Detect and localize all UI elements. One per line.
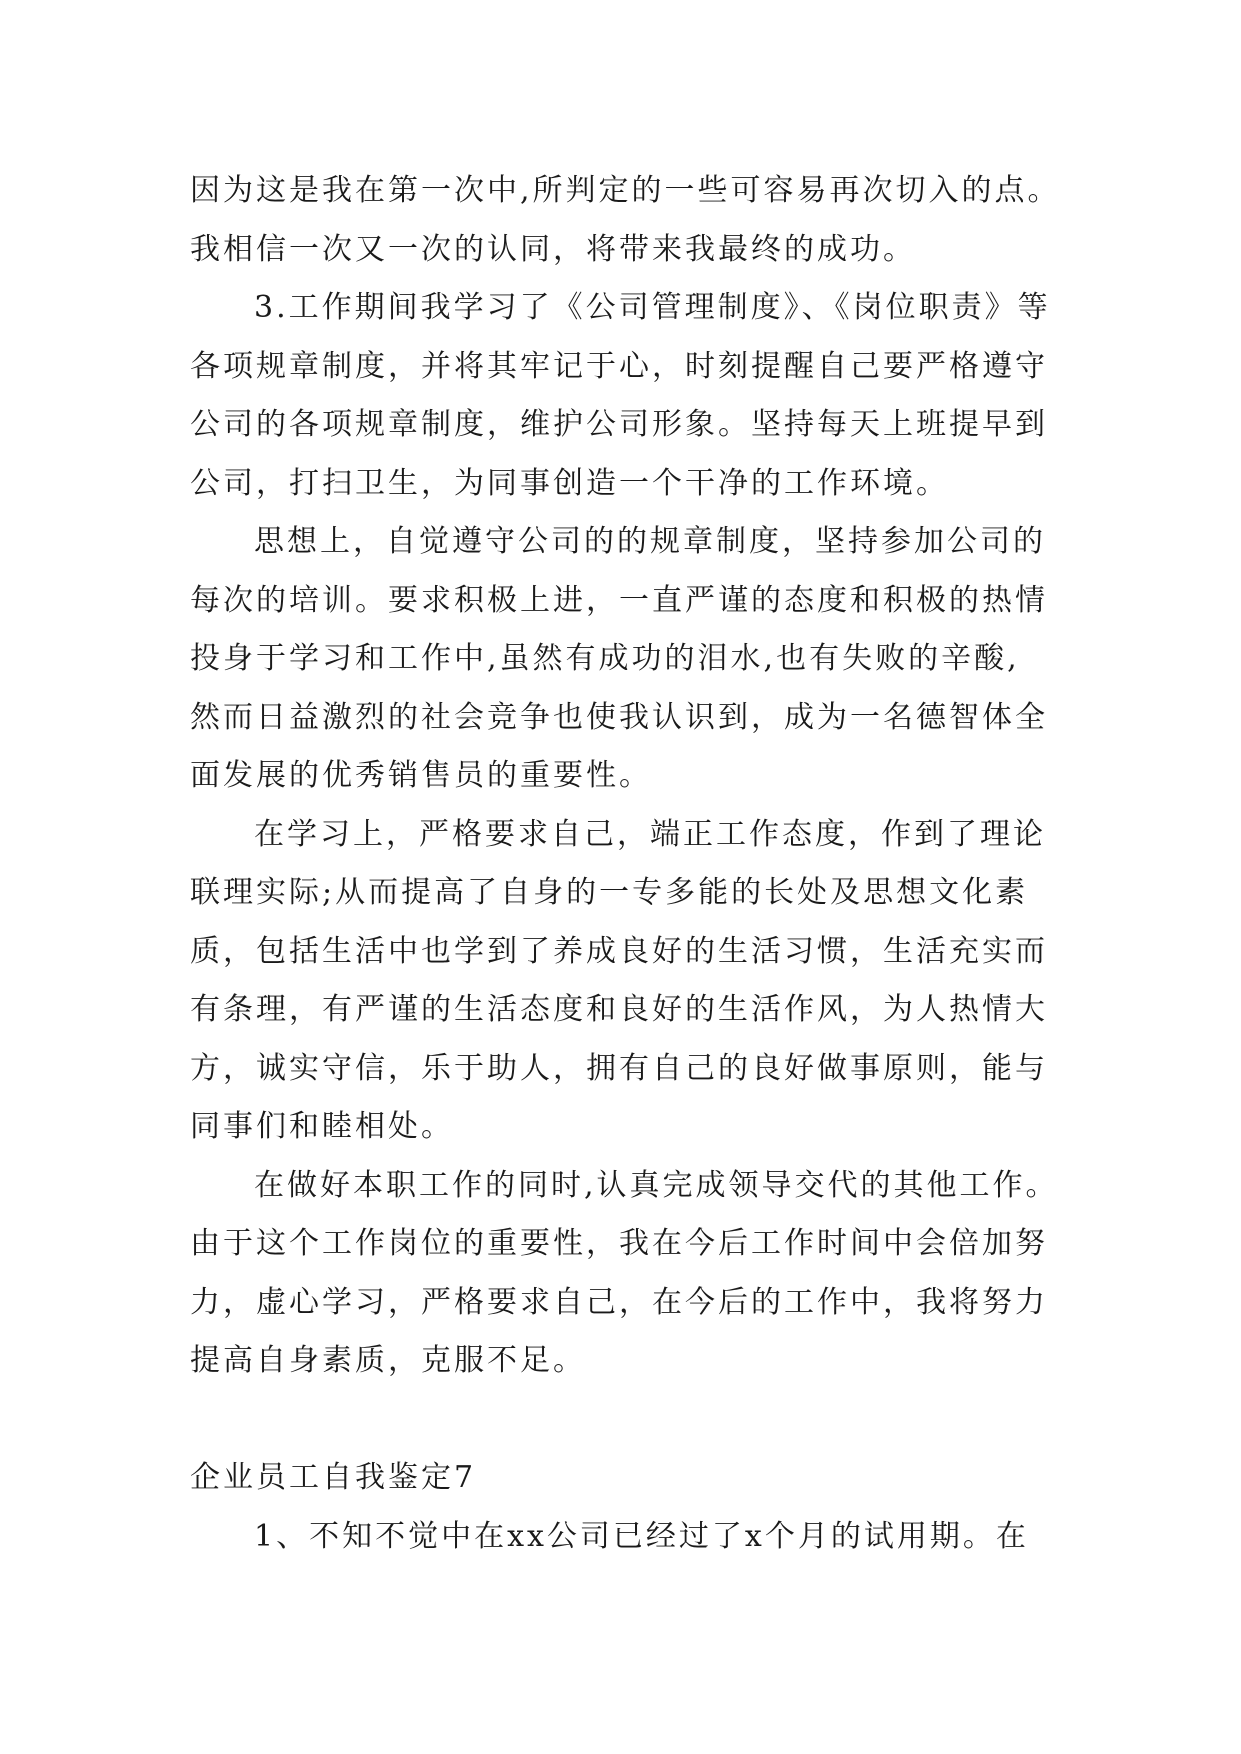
paragraph-line: 每次的培训。要求积极上进，一直严谨的态度和积极的热情 xyxy=(190,582,1048,618)
paragraph-line: 面发展的优秀销售员的重要性。 xyxy=(190,758,652,793)
paragraph-line: 有条理，有严谨的生活态度和良好的生活作风，为人热情大 xyxy=(190,992,1048,1027)
paragraph-line: 同事们和睦相处。 xyxy=(190,1109,454,1144)
paragraph-line: 1、不知不觉中在xx公司已经过了x个月的试用期。在 xyxy=(254,1518,1029,1554)
paragraph-line: 3.工作期间我学习了《公司管理制度》、《岗位职责》等 xyxy=(254,290,1051,325)
paragraph-line: 联理实际;从而提高了自身的一专多能的长处及思想文化素 xyxy=(190,875,1029,910)
paragraph-line: 力，虚心学习，严格要求自己，在今后的工作中，我将努力 xyxy=(190,1284,1048,1320)
paragraph-line: 思想上，自觉遵守公司的的规章制度，坚持参加公司的 xyxy=(254,524,1046,559)
document-body xyxy=(190,162,1080,1566)
paragraph-line: 公司的各项规章制度，维护公司形象。坚持每天上班提早到 xyxy=(190,407,1048,442)
paragraph-line: 质，包括生活中也学到了养成良好的生活习惯，生活充实而 xyxy=(190,933,1048,969)
paragraph-line: 由于这个工作岗位的重要性，我在今后工作时间中会倍加努 xyxy=(190,1226,1048,1261)
paragraph-line: 提高自身素质，克服不足。 xyxy=(190,1343,586,1378)
paragraph-line: 各项规章制度，并将其牢记于心，时刻提醒自己要严格遵守 xyxy=(190,348,1048,384)
paragraph-line: 方，诚实守信，乐于助人，拥有自己的良好做事原则，能与 xyxy=(190,1050,1048,1086)
paragraph-line: 在做好本职工作的同时,认真完成领导交代的其他工作。 xyxy=(254,1167,1059,1203)
paragraph-line: 投身于学习和工作中,虽然有成功的泪水,也有失败的辛酸, xyxy=(190,641,1020,676)
section-heading: 企业员工自我鉴定7 xyxy=(190,1460,477,1495)
paragraph-line: 然而日益激烈的社会竞争也使我认识到，成为一名德智体全 xyxy=(190,699,1048,735)
paragraph-line: 因为这是我在第一次中,所判定的一些可容易再次切入的点。 xyxy=(190,173,1061,208)
paragraph-line: 在学习上，严格要求自己，端正工作态度，作到了理论 xyxy=(254,816,1046,852)
paragraph-line: 我相信一次又一次的认同，将带来我最终的成功。 xyxy=(190,231,916,267)
paragraph-line: 公司，打扫卫生，为同事创造一个干净的工作环境。 xyxy=(190,465,949,501)
section-spacer xyxy=(190,1391,1080,1450)
